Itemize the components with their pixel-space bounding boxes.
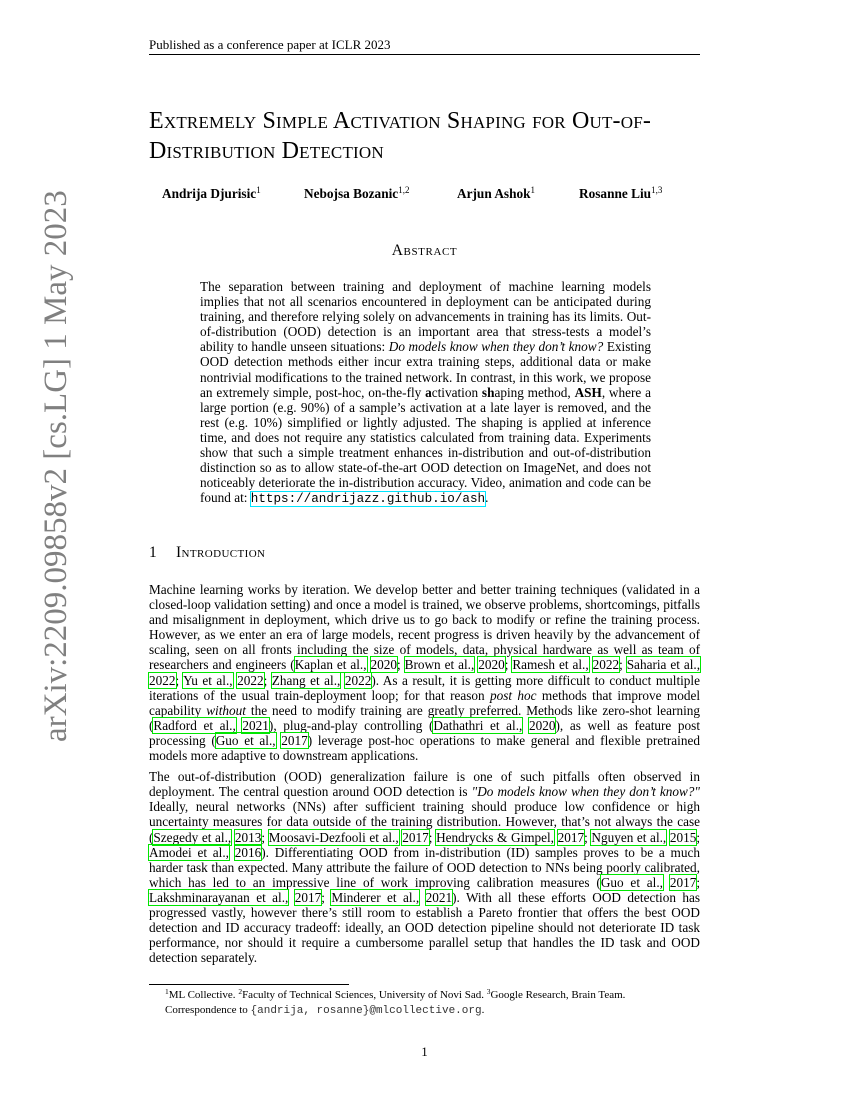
footnote-marker: 1 xyxy=(165,987,169,996)
author-name: Arjun Ashok xyxy=(457,186,531,201)
citation-link[interactable]: Saharia et al., xyxy=(626,657,701,673)
footnote-affiliations xyxy=(165,988,700,1003)
abstract-text: , where a large portion (e.g. 90%) of a sample’s activation at a late layer is removed, and the rest (e.g. 10%) simplified or lightly adjusted. The shaping is applied at inference time, and does not require any statistics calculated from training data. Experiments show that such a simple treatment enhances in-distribution and out-of-distribution distinction so as to allow state-of-the-art OOD detection on ImageNet, and does not noticeably deteriorate the in-distribution accuracy. Video, animation and code can be found at: xyxy=(200,384,651,506)
citation-link[interactable]: Zhang et al., xyxy=(271,672,341,688)
paragraph-text: ). As a result, it is getting more difficult to conduct multiple iterations of the usual train-deployment loop; for that reason xyxy=(149,672,700,703)
citation-year-link[interactable]: 2020 xyxy=(478,657,505,673)
author-name: Andrija Djurisic xyxy=(162,186,257,201)
emphasis: "Do models know when they don’t know?" xyxy=(471,784,700,800)
header-rule xyxy=(149,54,700,55)
citation-year-link[interactable]: 2015 xyxy=(669,829,697,845)
citation-year-link[interactable]: 2017 xyxy=(557,829,585,845)
page-number: 1 xyxy=(421,1044,428,1059)
abstract-text: ctivation xyxy=(431,384,482,400)
emphasis: without xyxy=(206,702,246,718)
abstract-text: The separation between training and deployment of machine learning models implies that not all scenarios encountered in deployment can be anticipated during training, and therefore relying solely on advancements in training has its limits. Out-of-distribution (OOD) detection is an important area that stress-tests a model’s ability to handle unseen situations: xyxy=(200,279,651,355)
project-url-link[interactable]: https://andrijazz.github.io/ash xyxy=(250,492,486,507)
paragraph-text: ). Differentiating OOD from in-distribution (ID) samples proves to be a much harder task than expected. Many attribute the failure of OOD detection to NNs being poorly calibrated, which has led to an impressive line of work improving calibration measures ( xyxy=(149,844,700,890)
citation-year-link[interactable]: 2022 xyxy=(592,657,620,673)
citation-link[interactable]: Ramesh et al., xyxy=(512,657,589,673)
footnote-text: Faculty of Technical Sciences, University of Novi Sad. xyxy=(242,989,487,1001)
section-title: Introduction xyxy=(176,544,266,561)
paragraph-text: ), plug-and-play controlling ( xyxy=(268,717,434,733)
citation-link[interactable]: Moosavi-Dezfooli et al., xyxy=(268,829,399,845)
citation-year-link[interactable]: 2017 xyxy=(669,874,697,890)
body-text xyxy=(149,582,700,971)
citation-year-link[interactable]: 2020 xyxy=(370,657,397,673)
paragraph-1: Machine learning works by iteration. We develop better and better training techniques (validated in a closed-loop validation setting) and once a model is trained, we observe problems, shortcomings, pitfalls and misalignment in deployment, which drive us to go back to modify or refine the training process. However, as we enter an era of large models, recent progress is driven heavily by the advancement of scaling, seen on all fronts including the size of models, data, physical hardware as well as team of researchers and engineers (Kaplan et al., 2020; Brown et al., 2020; Ramesh et al., 2022; Saharia et al., 2022; Yu et al., 2022; Zhang et al., 2022). As a result, it is getting more difficult to conduct multiple iterations of the usual train-deployment loop; for that reason post hoc methods that improve model capability without the need to modify training are greatly preferred. Methods like zero-shot learning (Radford et al., 2021), plug-and-play controlling (Dathathri et al., 2020), as well as feature post processing (Guo et al., 2017) leverage post-hoc operations to make general and flexible pretrained models more adaptive to downstream applications. xyxy=(149,582,701,764)
footnote-text: Correspondence to xyxy=(165,1003,251,1016)
citation-year-link[interactable]: 2022 xyxy=(237,672,264,688)
author-affiliation: 1 xyxy=(256,185,261,195)
author-name: Rosanne Liu xyxy=(579,186,652,201)
footnote-end: . xyxy=(481,1003,485,1016)
footnote-text: Google Research, Brain Team. xyxy=(490,989,626,1001)
citation-link[interactable]: Lakshminarayanan et al., xyxy=(149,889,289,905)
footnote-marker: 3 xyxy=(486,987,491,996)
footnote xyxy=(149,988,700,1018)
citation-link[interactable]: Brown et al., xyxy=(404,657,475,673)
citation-link[interactable]: Dathathri et al., xyxy=(433,717,523,733)
arxiv-stamp: arXiv:2209.09858v2 [cs.LG] 1 May 2023 xyxy=(38,190,74,742)
author-affiliation: 1 xyxy=(530,185,536,195)
citation-link[interactable]: Kaplan et al., xyxy=(294,657,367,673)
author-1 xyxy=(162,186,261,202)
abstract-question: Do models know when they don’t know? xyxy=(388,339,604,355)
abstract-heading: Abstract xyxy=(391,242,458,259)
author-4 xyxy=(579,186,662,202)
citation-year-link[interactable]: 2021 xyxy=(425,889,453,905)
paragraph-2: The out-of-distribution (OOD) generalization failure is one of such pitfalls often observed in deployment. The central question around OOD detection is "Do models know when they don’t know?" Ideally, neural networks (NNs) after sufficient training should produce low confidence or high uncertainty measures for data outside of the training distribution. However, that’s not always the case (Szegedy et al., 2013; Moosavi-Dezfooli et al., 2017; Hendrycks & Gimpel, 2017; Nguyen et al., 2015; Amodei et al., 2016). Differentiating OOD from in-distribution (ID) samples proves to be a much harder task than expected. Many attribute the failure of OOD detection to NNs being poorly calibrated, which has led to an impressive line of work improving calibration measures (Guo et al., 2017; Lakshminarayanan et al., 2017; Minderer et al., 2021). With all these efforts OOD detection has progressed vastly, however there’s still room to establish a Pareto frontier that offers the best OOD detection and ID accuracy tradeoff: ideally, an OOD detection pipeline should not deteriorate ID task performance, nor should it require a cumbersome parallel setup that handles the ID task and OOD detection separately. xyxy=(149,769,701,966)
abstract-text: Existing OOD detection methods either incur extra training steps, additional data or make nontrivial modifications to the trained network. In contrast, in this work, we propose an extremely simple, post-hoc, on-the-fly xyxy=(200,339,651,400)
citation-link[interactable]: Nguyen et al., xyxy=(591,829,667,845)
citation-year-link[interactable]: 2021 xyxy=(242,717,269,733)
footnote-marker: 2 xyxy=(238,987,243,996)
paragraph-text: The out-of-distribution (OOD) generalization failure is one of such pitfalls often observed in deployment. The central question around OOD detection is xyxy=(149,769,700,800)
abstract-end: . xyxy=(485,490,489,506)
citation-link[interactable]: Guo et al., xyxy=(600,874,663,890)
paragraph-text: ). With all these efforts OOD detection has progressed vastly, however there’s still room to establish a Pareto frontier that offers the best OOD detection and ID accuracy tradeoff: ideally, an OOD detection pipeline should not deteriorate ID task performance, nor should it require a cumbersome parallel setup that handles the ID task and OOD detection separately. xyxy=(149,889,701,966)
citation-year-link[interactable]: 2020 xyxy=(528,717,556,733)
paragraph-text: the need to modify training are greatly preferred. Methods like zero-shot learning ( xyxy=(149,702,700,733)
method-name: ASH xyxy=(574,384,602,400)
citation-link[interactable]: Radford et al., xyxy=(153,717,236,733)
bold-letter: a xyxy=(425,384,432,400)
paragraph-text: Machine learning works by iteration. We develop better and better training techniques (validated in a closed-loop validation setting) and once a model is trained, we observe problems, shortcomings, pitfalls and misalignment in deployment, which drive us to go back to modify or refine the training process. However, as we enter an era of large models, recent progress is driven heavily by the advancement of scaling, seen on all fronts including the size of models, data, physical hardware as well as team of researchers and engineers ( xyxy=(149,582,700,673)
citation-year-link[interactable]: 2017 xyxy=(294,889,322,905)
section-number: 1 xyxy=(149,544,158,561)
citation-link[interactable]: Szegedy et al., xyxy=(153,829,232,845)
abstract-text: aping method, xyxy=(494,384,575,400)
citation-link[interactable]: Hendrycks & Gimpel, xyxy=(436,829,554,845)
author-affiliation: 1,2 xyxy=(398,185,410,195)
citation-link[interactable]: Yu et al., xyxy=(183,672,233,688)
paragraph-text: Ideally, neural networks (NNs) after sufficient training should produce low confidence or high uncertainty measures for data outside of the training distribution. However, that’s not always the case ( xyxy=(149,799,700,845)
author-2 xyxy=(304,186,409,202)
paper-title: Extremely Simple Activation Shaping for Out-of-Distribution Detection xyxy=(149,108,652,164)
citation-link[interactable]: Guo et al., xyxy=(215,732,276,748)
running-header: Published as a conference paper at ICLR 2023 xyxy=(149,37,391,52)
paragraph-text: ) leverage post-hoc operations to make general and flexible pretrained models more adaptive to downstream applications. xyxy=(149,732,700,764)
paragraph-text: ), as well as feature post processing ( xyxy=(149,717,700,748)
author-affiliation: 1,3 xyxy=(651,185,663,195)
footnote-rule xyxy=(149,984,349,985)
citation-year-link[interactable]: 2017 xyxy=(402,829,429,845)
citation-year-link[interactable]: 2022 xyxy=(149,672,176,688)
citation-year-link[interactable]: 2017 xyxy=(281,732,308,748)
emphasis: post hoc xyxy=(490,687,537,703)
section-heading xyxy=(149,544,700,562)
citation-year-link[interactable]: 2013 xyxy=(234,829,262,845)
bold-letters: sh xyxy=(481,384,495,400)
author-3 xyxy=(457,186,535,202)
footnote-correspondence xyxy=(165,1003,700,1019)
citation-link[interactable]: Minderer et al., xyxy=(331,889,420,905)
citation-year-link[interactable]: 2016 xyxy=(234,844,262,860)
citation-year-link[interactable]: 2022 xyxy=(344,672,372,688)
citation-link[interactable]: Amodei et al., xyxy=(149,844,229,860)
paragraph-text: methods that improve model capability xyxy=(149,687,701,718)
author-list xyxy=(162,186,702,206)
footnote-text: ML Collective. xyxy=(168,989,239,1001)
abstract-body xyxy=(200,279,651,507)
author-name: Nebojsa Bozanic xyxy=(304,186,399,201)
correspondence-email: {andrija, rosanne}@mlcollective.org xyxy=(250,1004,482,1017)
